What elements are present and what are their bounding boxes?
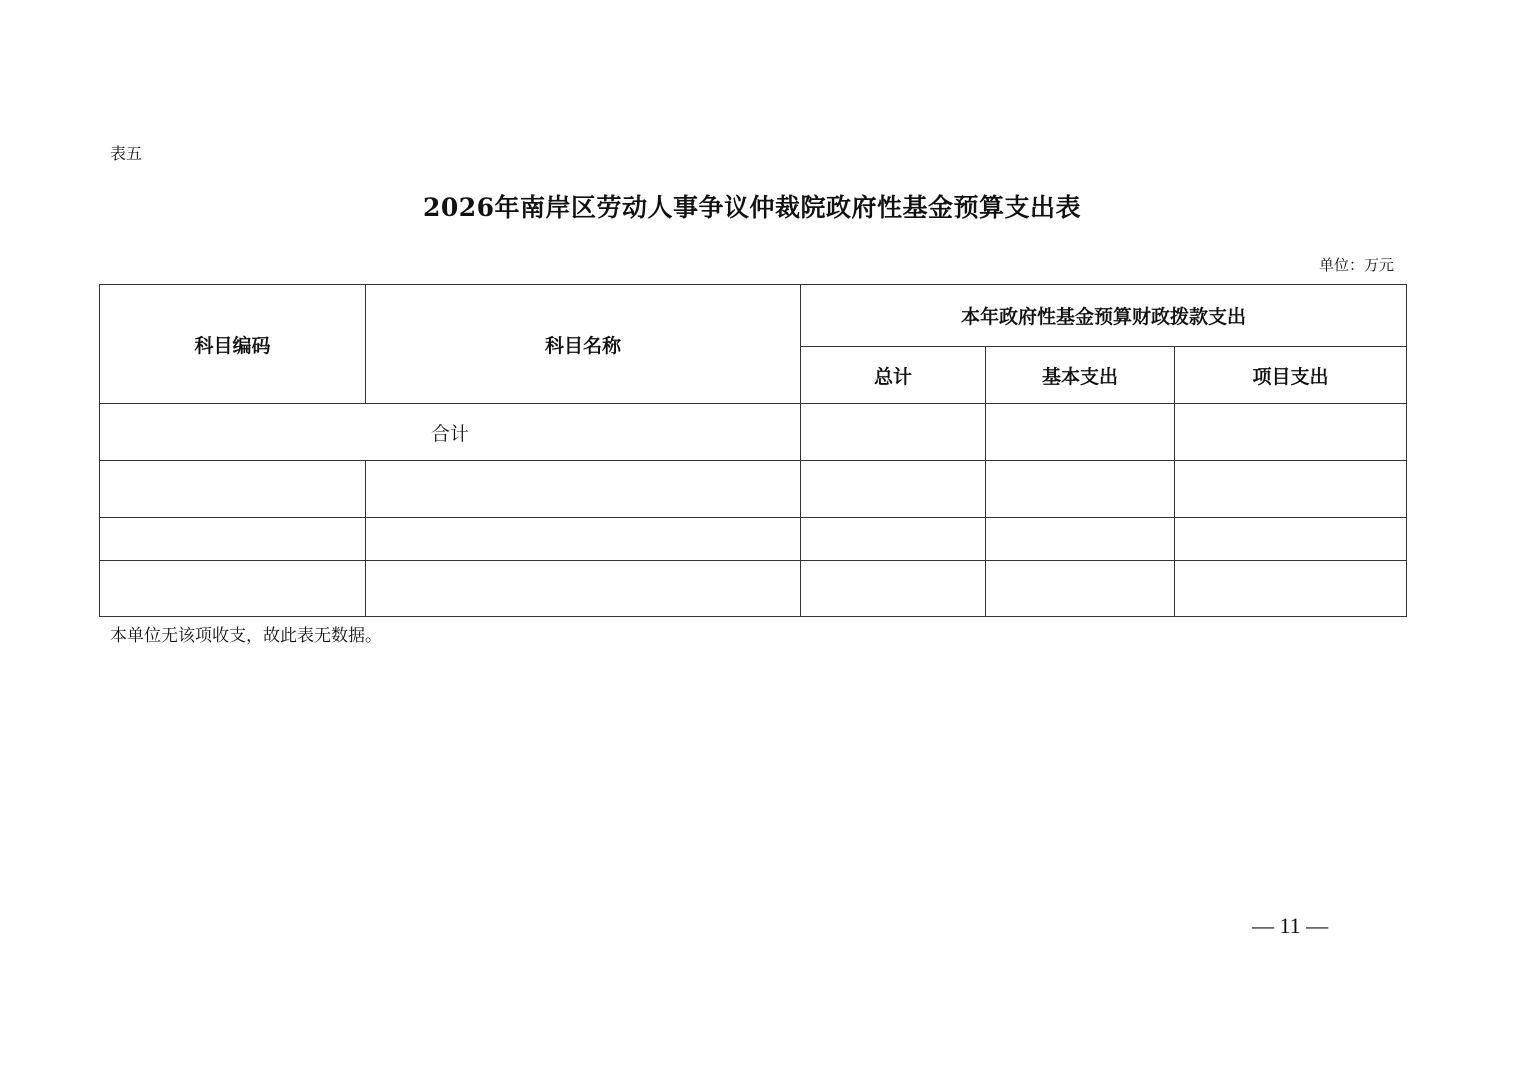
header-group: 本年政府性基金预算财政拨款支出 xyxy=(801,285,1407,347)
document-title: 2026年南岸区劳动人事争议仲裁院政府性基金预算支出表 xyxy=(422,193,1082,222)
total-cell-total xyxy=(801,404,986,461)
total-label: 合计 xyxy=(100,404,801,461)
header-total: 总计 xyxy=(801,347,986,404)
row-total xyxy=(801,561,986,617)
total-row xyxy=(100,404,1407,461)
budget-table xyxy=(99,284,1407,617)
table-label: 表五 xyxy=(110,144,143,163)
row-name xyxy=(366,561,801,617)
table-row xyxy=(100,561,1407,617)
row-total xyxy=(801,461,986,518)
row-code xyxy=(100,518,366,561)
row-basic xyxy=(986,518,1175,561)
row-code xyxy=(100,461,366,518)
row-project xyxy=(1175,561,1407,617)
header-name: 科目名称 xyxy=(366,285,801,404)
header-project: 项目支出 xyxy=(1175,347,1407,404)
row-project xyxy=(1175,518,1407,561)
total-cell-basic xyxy=(986,404,1175,461)
page-number: — 11 — xyxy=(1252,913,1329,938)
row-project xyxy=(1175,461,1407,518)
row-basic xyxy=(986,561,1175,617)
table-row xyxy=(100,461,1407,518)
header-basic: 基本支出 xyxy=(986,347,1175,404)
row-total xyxy=(801,518,986,561)
row-name xyxy=(366,461,801,518)
row-basic xyxy=(986,461,1175,518)
row-code xyxy=(100,561,366,617)
table-note: 本单位无该项收支，故此表无数据。 xyxy=(110,626,382,646)
unit-label: 单位：万元 xyxy=(1318,256,1394,274)
header-row-1 xyxy=(100,285,1407,347)
row-name xyxy=(366,518,801,561)
total-cell-project xyxy=(1175,404,1407,461)
table-row xyxy=(100,518,1407,561)
header-code: 科目编码 xyxy=(100,285,366,404)
